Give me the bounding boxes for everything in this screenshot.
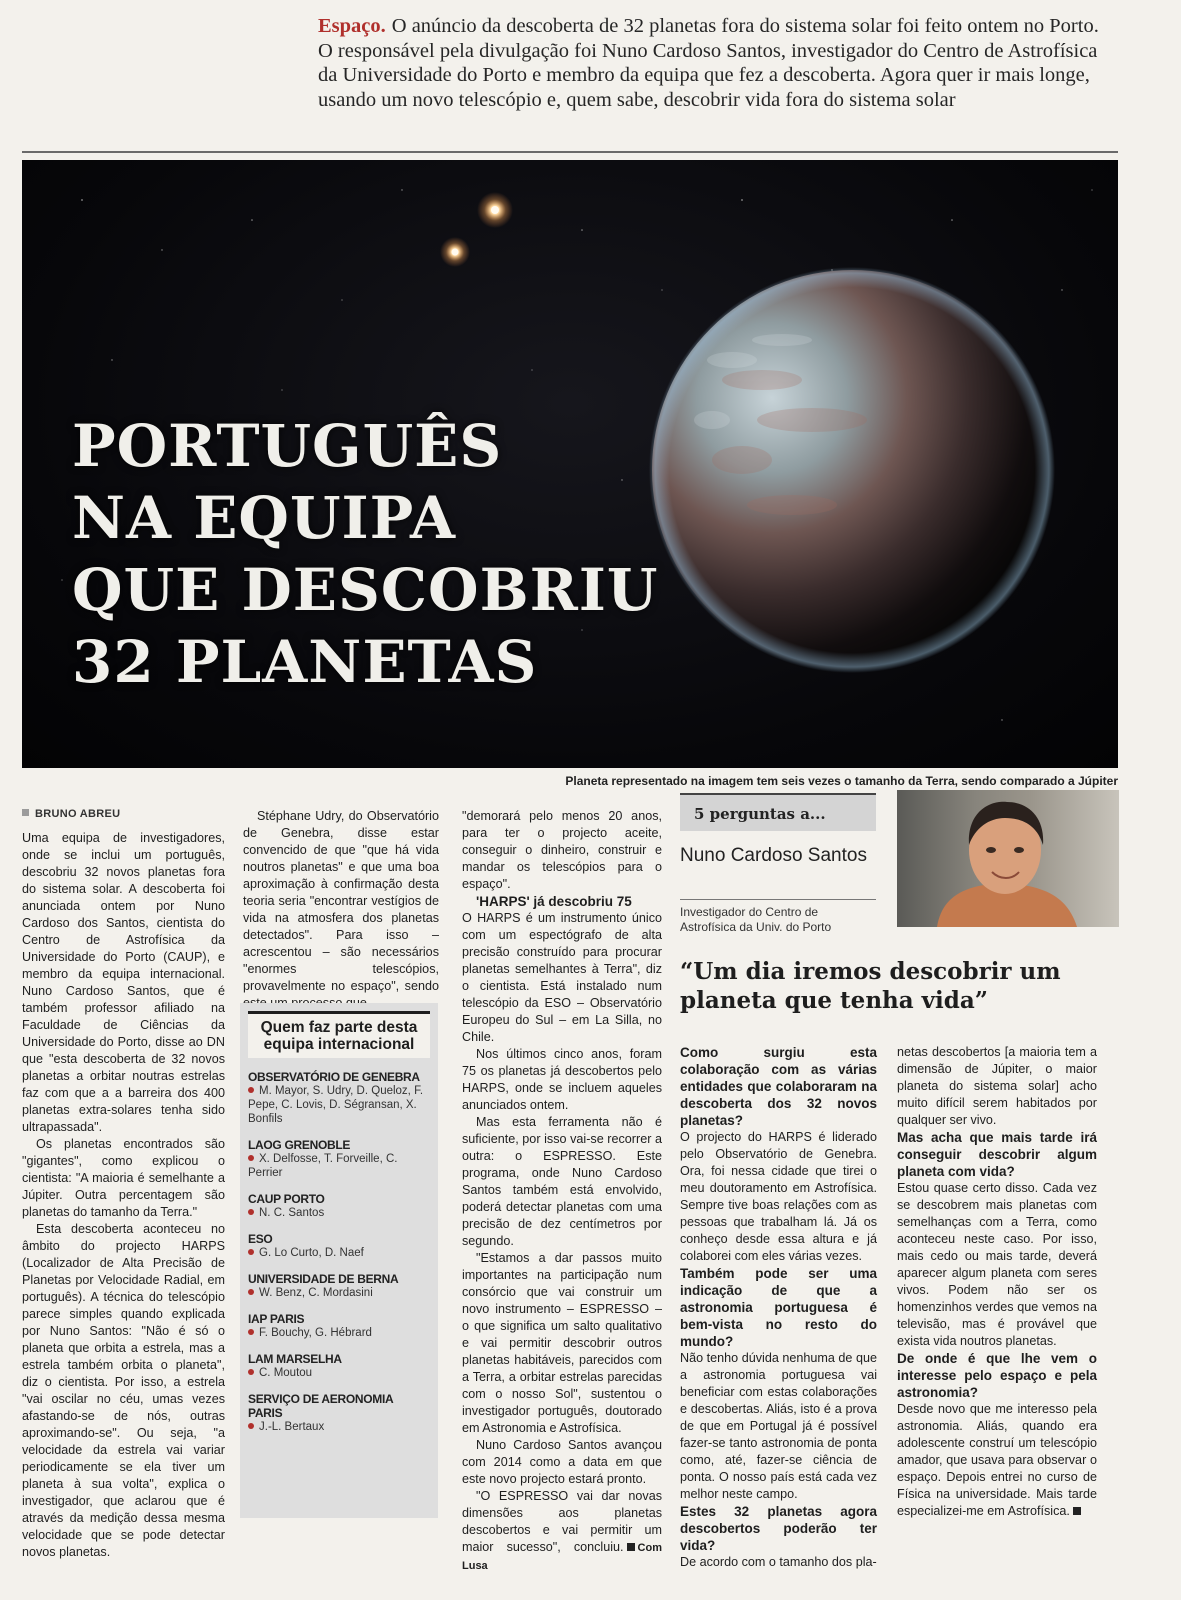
headline-line: QUE DESCOBRIU: [72, 556, 659, 624]
team-members: [248, 1420, 430, 1434]
article-subheading: 'HARPS' já descobriu 75: [476, 894, 632, 909]
article-paragraph: [462, 1488, 662, 1575]
team-group: [248, 1352, 430, 1380]
article-paragraph: Uma equipa de investigadores, onde se inclui um português, descobriu 32 novos planetas fora do sistema solar. A descoberta foi anunciada ontem por Nuno Cardoso dos Santos, cientista do Centro de Astrofísica da Universidade do Porto (CAUP), e membro da equipa internacional. Nuno Cardoso Santos, que é também professor afiliado na Faculdade de Ciências da Universidade do Porto, disse ao DN que "esta descoberta de 32 novos planetas a orbitar noutras estrelas faz com que a a barreira dos 400 planetas extra-solares tenha sido ultrapassada".: [22, 831, 225, 1134]
team-group: [248, 1138, 430, 1180]
portrait-illustration: [897, 790, 1119, 927]
interview-answer: De acordo com o tamanho dos pla-: [680, 1555, 877, 1569]
team-members: [248, 1084, 430, 1126]
team-members: [248, 1366, 430, 1380]
lead-paragraph: [318, 14, 1118, 112]
article-paragraph: Os planetas encontrados são "gigantes", como explicou o cientista: "A maioria é semelhante a Júpiter. Outra percentagem são planetas do tamanho da Terra.": [22, 1137, 225, 1219]
team-members-text: G. Lo Curto, D. Naef: [259, 1247, 364, 1259]
team-box-title: Quem faz parte desta equipa internacional: [248, 1011, 430, 1058]
top-divider: [22, 151, 1118, 153]
article-paragraph: Nuno Cardoso Santos avançou com 2014 como a data em que este novo projecto estará pronto.: [462, 1438, 662, 1486]
bullet-icon: [248, 1249, 254, 1255]
team-members-text: X. Delfosse, T. Forveille, C. Perrier: [248, 1153, 398, 1179]
interview-answer: [897, 1401, 1097, 1520]
headline-line: 32 PLANETAS: [72, 628, 538, 696]
byline: [22, 808, 120, 820]
end-mark-icon: [1073, 1507, 1081, 1515]
interview-answer: Estou quase certo disso. Cada vez se descobrem mais planetas com semelhanças com a Terra, como aconteceu neste caso. Por isso, mais cedo ou mais tarde, deverá aparecer algum planeta com seres vivos. Podem não ser os homenzinhos verdes que vemos na televisão, mas é provável que exista vida noutros planetas.: [897, 1181, 1097, 1348]
hero-image: [22, 160, 1118, 768]
team-institution: IAP PARIS: [248, 1312, 305, 1326]
team-members-text: W. Benz, C. Mordasini: [259, 1287, 373, 1299]
pull-quote: “Um dia iremos descobrir um planeta que tenha vida”: [680, 958, 1061, 1014]
image-caption: Planeta representado na imagem tem seis vezes o tamanho da Terra, sendo comparado a Júpiter: [565, 774, 1118, 788]
article-credit: Com Lusa: [462, 1542, 662, 1572]
headline: [72, 410, 659, 698]
interviewee-name: Nuno Cardoso Santos: [680, 845, 867, 866]
interview-question: Também pode ser uma indicação de que a astronomia portuguesa é bem-vista no resto do mundo?: [680, 1266, 877, 1349]
article-column-3: [462, 808, 662, 1575]
bullet-icon: [248, 1423, 254, 1429]
bullet-icon: [248, 1087, 254, 1093]
team-institution: OBSERVATÓRIO DE GENEBRA: [248, 1070, 420, 1084]
lead-text: O anúncio da descoberta de 32 planetas fora do sistema solar foi feito ontem no Porto. O responsável pela divulgação foi Nuno Cardoso Santos, investigador do Centro de Astrofísica da Universidade do Porto e membro da equipa que fez a descoberta. Agora quer ir mais longe, usando um novo telescópio e, quem sabe, descobrir vida fora do sistema solar: [318, 15, 1099, 111]
interview-column-1: [680, 1044, 877, 1571]
team-institution: ESO: [248, 1232, 273, 1246]
interviewee-photo: [897, 790, 1119, 927]
article-column-1: [22, 830, 225, 1561]
bullet-icon: [248, 1329, 254, 1335]
article-paragraph: "Estamos a dar passos muito importantes na participação num consórcio que vai construir um novo instrumento – ESPRESSO – o que significa um salto qualitativo e vai permitir descobrir outros planetas habitáveis, parecidos com a Terra, a orbitar estrelas parecidas com o nosso Sol", sustentou o investigador português, doutorado em Astronomia e Astrofísica.: [462, 1251, 662, 1435]
interview-question: De onde é que lhe vem o interesse pelo espaço e pela astronomia?: [897, 1351, 1097, 1400]
team-members: [248, 1286, 430, 1300]
article-paragraph-text: "O ESPRESSO vai dar novas dimensões aos planetas descobertos e vai permitir um maior sucesso", concluiu.: [462, 1489, 662, 1554]
team-members-text: F. Bouchy, G. Hébrard: [259, 1327, 372, 1339]
interview-question: Mas acha que mais tarde irá conseguir descobrir algum planeta com vida?: [897, 1130, 1097, 1179]
article-paragraph: Mas esta ferramenta não é suficiente, por isso vai-se recorrer a outra: o ESPRESSO. Este programa, onde Nuno Cardoso Santos também está envolvido, poderá detectar planetas com uma precisão de dez centímetros por segundo.: [462, 1115, 662, 1248]
team-members: [248, 1206, 430, 1220]
team-group: [248, 1192, 430, 1220]
team-group: [248, 1392, 430, 1434]
team-institution: LAOG GRENOBLE: [248, 1138, 351, 1152]
byline-marker: [22, 809, 29, 816]
bullet-icon: [248, 1289, 254, 1295]
author-name: BRUNO ABREU: [35, 808, 121, 820]
article-paragraph: Nos últimos cinco anos, foram 75 os planetas já descobertos pelo HARPS, onde se incluem aqueles anunciados ontem.: [462, 1047, 662, 1112]
interview-column-2: [897, 1044, 1097, 1520]
article-paragraph: "demorará pelo menos 20 anos, para ter o projecto aceite, conseguir o dinheiro, construir e mandar os telescópios para o espaço".: [462, 809, 662, 891]
team-institution: CAUP PORTO: [248, 1192, 325, 1206]
team-members: [248, 1152, 430, 1180]
interview-divider: [680, 899, 876, 900]
interview-question: Estes 32 planetas agora descobertos poderão ter vida?: [680, 1504, 877, 1553]
article-paragraph: Stéphane Udry, do Observatório de Genebra, disse estar convencido de que "que há vida noutros planetas" e que uma boa aproximação à confirmação desta teoria seria "encontrar vestígios de vida na atmosfera dos planetas detectados". Para isso – acrescentou – são necessários "enormes telescópios, provavelmente no espaço", sendo: [243, 809, 439, 993]
team-members: [248, 1246, 430, 1260]
bullet-icon: [248, 1209, 254, 1215]
bullet-icon: [248, 1369, 254, 1375]
team-institution: SERVIÇO DE AERONOMIA PARIS: [248, 1392, 393, 1420]
team-members-text: C. Moutou: [259, 1367, 313, 1379]
interviewee-role: Investigador do Centro de Astrofísica da Univ. do Porto: [680, 905, 832, 934]
interview-answer: netas descobertos [a maioria tem a dimensão de Júpiter, o maior planeta do sistema solar] acho muito difícil serem habitados por qualquer ser vivo.: [897, 1045, 1097, 1127]
team-group: [248, 1272, 430, 1300]
team-members: [248, 1326, 430, 1340]
team-group: [248, 1312, 430, 1340]
interview-label: 5 perguntas a...: [680, 793, 876, 831]
article-column-2: [243, 808, 439, 1012]
article-paragraph: Esta descoberta aconteceu no âmbito do projecto HARPS (Localizador de Alta Precisão de Planetas por Velocidade Radial, em português). A técnica do telescópio parece simples quando explicada por Nuno Santos: "Não é só o planeta que orbita a estrela, mas a estrela também orbita o planeta", diz o cientista. Por isso, a estrela "vai oscilar no céu, umas vezes afastando-se de nós, outras aproximando-se". Ou seja, "a velocidade da estrela vai variar periodicamente se ela tiver um planeta à sua volta", explica o investigador, que aclarou que é através da medição dessa mesma velocidade que se pode detectar novos planetas.: [22, 1222, 225, 1559]
interview-question: Como surgiu esta colaboração com as várias entidades que colaboraram na descoberta dos 32 novos planetas?: [680, 1045, 877, 1128]
team-members-text: N. C. Santos: [259, 1207, 325, 1219]
headline-line: PORTUGUÊS: [72, 412, 503, 480]
team-members-text: J.-L. Bertaux: [259, 1421, 325, 1433]
team-group: [248, 1070, 430, 1126]
team-members-text: M. Mayor, S. Udry, D. Queloz, F. Pepe, C. Lovis, D. Ségransan, X. Bonfils: [248, 1085, 424, 1125]
article-paragraph: O HARPS é um instrumento único com um espectógrafo de alta precisão construído para procurar planetas semelhantes à Terra", diz o cientista. Está instalado num telescópio da ESO – Observatório Europeu do Sul – em La Silla, no Chile.: [462, 911, 662, 1044]
interview-answer: O projecto do HARPS é liderado pelo Observatório de Genebra. Ora, foi nessa cidade que tirei o meu doutoramento em Astrofísica. Sempre tive boas relações com as pessoas que trabalham lá. Já os conheço desde essa altura e já colaborei com eles várias vezes.: [680, 1130, 877, 1263]
interview-answer-text: Desde novo que me interesso pela astronomia. Aliás, quando era adolescente construí um telescópio amador, que usava para observar o espaço. Depois entrei no curso de Física na universidade. Mais tarde especializei-me em Astrofísica.: [897, 1402, 1097, 1518]
end-mark-icon: [627, 1543, 635, 1551]
team-group: [248, 1232, 430, 1260]
section-kicker: Espaço.: [318, 15, 386, 37]
interview-answer: Não tenho dúvida nenhuma de que a astronomia portuguesa vai beneficiar com estas colaborações e descobertas. Aliás, isto é a prova de que em Portugal já é possível fazer-se tanto astronomia de ponta como, até, fazer-se ciência de ponta. O nosso país está cada vez melhor neste campo.: [680, 1351, 877, 1501]
team-institution: UNIVERSIDADE DE BERNA: [248, 1272, 399, 1286]
team-box: [240, 1003, 438, 1518]
headline-line: NA EQUIPA: [72, 484, 457, 552]
bullet-icon: [248, 1155, 254, 1161]
team-institution: LAM MARSELHA: [248, 1352, 342, 1366]
